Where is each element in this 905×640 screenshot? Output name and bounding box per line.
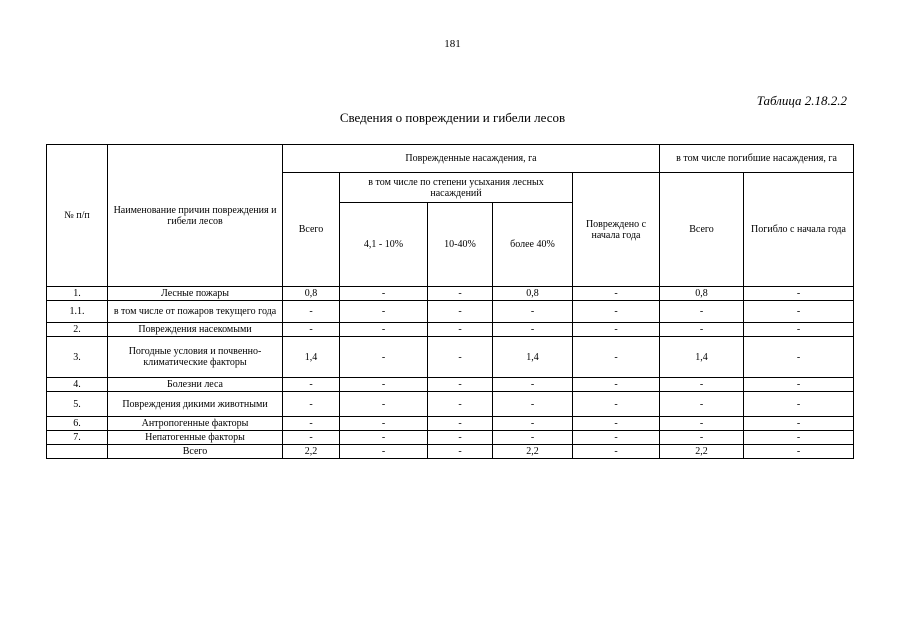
cell-dead-total: - xyxy=(660,431,744,445)
cell-dead-since: - xyxy=(744,337,854,378)
cell-pct3: 2,2 xyxy=(493,445,573,459)
cell-pct1: - xyxy=(340,392,428,417)
cell-pct3: 1,4 xyxy=(493,337,573,378)
cell-name: Болезни леса xyxy=(108,378,283,392)
cell-total: - xyxy=(283,392,340,417)
cell-pct2: - xyxy=(428,392,493,417)
cell-name: Лесные пожары xyxy=(108,287,283,301)
header-dead-total: Всего xyxy=(660,173,744,287)
cell-dead-total: - xyxy=(660,301,744,323)
table-row-total xyxy=(47,445,854,459)
cell-dead-since: - xyxy=(744,392,854,417)
table-row xyxy=(47,287,854,301)
cell-dead-since: - xyxy=(744,301,854,323)
header-damaged-group: Поврежденные насаждения, га xyxy=(283,145,660,173)
cell-dead-since: - xyxy=(744,445,854,459)
cell-dead-since: - xyxy=(744,378,854,392)
cell-name: Погодные условия и почвенно-климатические факторы xyxy=(108,337,283,378)
cell-total: - xyxy=(283,301,340,323)
cell-pct1: - xyxy=(340,301,428,323)
table-row xyxy=(47,301,854,323)
header-num: № п/п xyxy=(47,145,108,287)
cell-pct2: - xyxy=(428,417,493,431)
cell-name: Непатогенные факторы xyxy=(108,431,283,445)
cell-since: - xyxy=(573,445,660,459)
table-row xyxy=(47,431,854,445)
cell-total: - xyxy=(283,378,340,392)
cell-name: в том числе от пожаров текущего года xyxy=(108,301,283,323)
header-pct2: 10-40% xyxy=(428,203,493,287)
cell-pct1: - xyxy=(340,417,428,431)
cell-pct1: - xyxy=(340,378,428,392)
cell-name: Повреждения насекомыми xyxy=(108,323,283,337)
cell-pct3: - xyxy=(493,392,573,417)
cell-pct2: - xyxy=(428,287,493,301)
cell-pct3: - xyxy=(493,323,573,337)
header-reason: Наименование причин повреждения и гибели лесов xyxy=(108,145,283,287)
cell-pct2: - xyxy=(428,378,493,392)
cell-total: 1,4 xyxy=(283,337,340,378)
cell-total: - xyxy=(283,323,340,337)
cell-dead-total: 0,8 xyxy=(660,287,744,301)
cell-pct2: - xyxy=(428,445,493,459)
header-damaged-since: Повреждено с начала года xyxy=(573,173,660,287)
table-body xyxy=(47,287,854,459)
cell-dead-total: 1,4 xyxy=(660,337,744,378)
cell-pct2: - xyxy=(428,301,493,323)
cell-num: 1. xyxy=(47,287,108,301)
cell-since: - xyxy=(573,337,660,378)
cell-num: 7. xyxy=(47,431,108,445)
cell-dead-since: - xyxy=(744,431,854,445)
cell-dead-since: - xyxy=(744,323,854,337)
table-label: Таблица 2.18.2.2 xyxy=(756,93,847,108)
cell-pct2: - xyxy=(428,431,493,445)
header-dead-group: в том числе погибшие насаждения, га xyxy=(660,145,854,173)
cell-since: - xyxy=(573,323,660,337)
table-row xyxy=(47,337,854,378)
cell-total: 0,8 xyxy=(283,287,340,301)
cell-pct3: - xyxy=(493,417,573,431)
cell-since: - xyxy=(573,417,660,431)
cell-total: 2,2 xyxy=(283,445,340,459)
cell-dead-total: - xyxy=(660,378,744,392)
cell-since: - xyxy=(573,431,660,445)
table-row xyxy=(47,392,854,417)
cell-total: - xyxy=(283,431,340,445)
cell-pct3: - xyxy=(493,431,573,445)
cell-dead-total: - xyxy=(660,323,744,337)
page-number: 181 xyxy=(444,38,461,50)
cell-name: Всего xyxy=(108,445,283,459)
header-shrinkage-group: в том числе по степени усыхания лесных насаждений xyxy=(340,173,573,203)
cell-pct3: - xyxy=(493,301,573,323)
cell-num xyxy=(47,445,108,459)
table-row xyxy=(47,417,854,431)
cell-dead-since: - xyxy=(744,287,854,301)
cell-pct3: - xyxy=(493,378,573,392)
cell-since: - xyxy=(573,392,660,417)
cell-num: 3. xyxy=(47,337,108,378)
table-row xyxy=(47,378,854,392)
cell-pct2: - xyxy=(428,323,493,337)
cell-pct1: - xyxy=(340,445,428,459)
damage-table xyxy=(46,144,854,459)
header-dead-since: Погибло с начала года xyxy=(744,173,854,287)
cell-pct3: 0,8 xyxy=(493,287,573,301)
header-pct1: 4,1 - 10% xyxy=(340,203,428,287)
cell-name: Повреждения дикими животными xyxy=(108,392,283,417)
cell-since: - xyxy=(573,378,660,392)
cell-pct1: - xyxy=(340,431,428,445)
cell-num: 5. xyxy=(47,392,108,417)
cell-since: - xyxy=(573,301,660,323)
cell-num: 2. xyxy=(47,323,108,337)
cell-total: - xyxy=(283,417,340,431)
table-row xyxy=(47,323,854,337)
document-title: Сведения о повреждении и гибели лесов xyxy=(339,110,566,125)
table-header xyxy=(47,145,854,287)
cell-name: Антропогенные факторы xyxy=(108,417,283,431)
cell-dead-since: - xyxy=(744,417,854,431)
header-total: Всего xyxy=(283,173,340,287)
cell-pct1: - xyxy=(340,287,428,301)
cell-num: 4. xyxy=(47,378,108,392)
cell-since: - xyxy=(573,287,660,301)
cell-num: 1.1. xyxy=(47,301,108,323)
header-pct3: более 40% xyxy=(493,203,573,287)
cell-dead-total: 2,2 xyxy=(660,445,744,459)
cell-pct1: - xyxy=(340,337,428,378)
cell-dead-total: - xyxy=(660,417,744,431)
cell-num: 6. xyxy=(47,417,108,431)
cell-dead-total: - xyxy=(660,392,744,417)
cell-pct2: - xyxy=(428,337,493,378)
cell-pct1: - xyxy=(340,323,428,337)
